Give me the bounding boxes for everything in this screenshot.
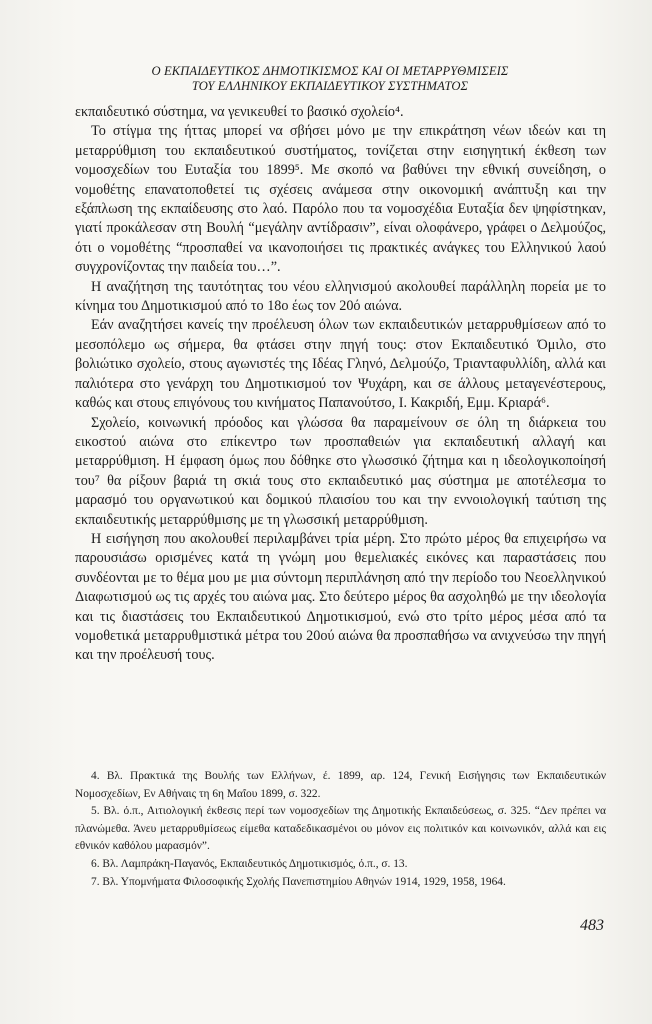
footnote-7: 7. Βλ. Υπομνήματα Φιλοσοφικής Σχολής Πανεπιστημίου Αθηνών 1914, 1929, 1958, 1964. bbox=[91, 875, 506, 888]
paragraph-outline: Η εισήγηση που ακολουθεί περιλαμβάνει τρία μέρη. Στο πρώτο μέρος θα επιχειρήσω να παρουσιάσω ορισμένες κατά τη γνώμη μου θεμελιακές εικόνες και παραστάσεις που συνδέονται με το θέμα μου με μια σύντομη περιπλάνηση από την περίοδο του Νεοελληνικού Διαφωτισμού ως τις αρχές του αιώνα μας. Στο δεύτερο μέρος θα ασχοληθώ με την ιδεολογία και τις διαστάσεις του Εκπαιδευτικού Δημοτικισμού, ενώ στο τρίτο μέρος μέσα από τα νομοθετικά μεταρρυθμιστικά μέτρα του 20ού αιώνα θα προσπαθήσω να ανιχνεύσω την πηγή και την προέλευσή τους. bbox=[75, 530, 606, 664]
paragraph-reform-origins: Εάν αναζητήσει κανείς την προέλευση όλων των εκπαιδευτικών μεταρρυθμίσεων από το μεσοπόλεμο ως σήμερα, θα φτάσει στην πηγή τους: στον Εκπαιδευτικό Όμιλο, στο βολιώτικο σχολείο, στους αγωνιστές της Ιδέας Γληνό, Δελμούζο, Τριανταφυλλίδη, αλλά και παλιότερα στο γενάρχη του Δημοτικισμού τον Ψυχάρη, και σε άλλους μεταγενέστερους, καθώς και στους επιγόνους του κινήματος Παπανούτσο, Ι. Κακριδή, Εμμ. Κριαρά⁶. bbox=[75, 317, 606, 412]
paragraph-continuation: εκπαιδευτικό σύστημα, να γενικευθεί το βασικό σχολείο⁴. bbox=[75, 104, 404, 120]
footnotes bbox=[75, 768, 606, 891]
running-head-line-2: ΤΟΥ ΕΛΛΗΝΙΚΟΥ ΕΚΠΑΙΔΕΥΤΙΚΟΥ ΣΥΣΤΗΜΑΤΟΣ bbox=[191, 79, 469, 93]
main-text bbox=[75, 103, 606, 666]
paragraph-language-question: Σχολείο, κοινωνική πρόοδος και γλώσσα θα παραμείνουν σε όλη τη διάρκεια του εικοστού αιώνα στο επίκεντρο των προσπαθειών για εκπαιδευτική αλλαγή και μεταρρύθμιση. Η έμφαση όμως που δόθηκε στο γλωσσικό ζήτημα και η ιδεολογικοποίησή του⁷ θα ρίξουν βαριά τη σκιά τους στο εκπαιδευτικό μας σύστημα με αποτέλεσμα το μαρασμό του οργανωτικού και δομικού πλαισίου του και την εννοιολογική ταύτιση της εκπαιδευτικής μεταρρύθμισης με τη γλωσσική μεταρρύθμιση. bbox=[75, 414, 606, 528]
paragraph-identity-search: Η αναζήτηση της ταυτότητας του νέου ελληνισμού ακολουθεί παράλληλη πορεία με το κίνημα του Δημοτικισμού από το 18ο έως τον 20ό αιώνα. bbox=[75, 278, 606, 315]
page-number: 483 bbox=[580, 917, 604, 934]
running-head-line-1: Ο ΕΚΠΑΙΔΕΥΤΙΚΟΣ ΔΗΜΟΤΙΚΙΣΜΟΣ ΚΑΙ ΟΙ ΜΕΤΑΡΡΥΘΜΙΣΕΙΣ bbox=[151, 64, 509, 78]
footnote-4: 4. Βλ. Πρακτικά της Βουλής των Ελλήνων, έ. 1899, αρ. 124, Γενική Εισήγησις των Εκπαιδευτικών Νομοσχεδίων, Εν Αθήναις τη 6η Μαΐου 1899, σ. 322. bbox=[75, 770, 606, 800]
paragraph-defeat-reform: Το στίγμα της ήττας μπορεί να σβήσει μόνο με την επικράτηση νέων ιδεών και τη μεταρρύθμιση του εκπαιδευτικού συστήματος, τονίζεται στην εισηγητική έκθεση των νομοσχεδίων του Ευταξία του 1899⁵. Με σκοπό να βαθύνει την εθνική συνείδηση, ο νομοθέτης επανατοποθετεί τις σχέσεις ανάμεσα στην οικονομική ανάπτυξη και την εξάπλωση της εκπαίδευσης στο λαό. Παρόλο που τα νομοσχέδια Ευταξία δεν ψηφίστηκαν, γιατί προκάλεσαν στη Βουλή “μεγάλην αντίδρασιν”, είναι ολοφάνερο, γράφει ο Δελμούζος, ότι ο νομοθέτης “προσπαθεί να ικανοποιήσει τις πρακτικές ανάγκες του Ελληνικού λαού συγχρονίζοντας την παιδεία του…”. bbox=[75, 123, 606, 276]
footnote-5: 5. Βλ. ό.π., Αιτιολογική έκθεσις περί των νομοσχεδίων της Δημοτικής Εκπαιδεύσεως, σ. 325. “Δεν πρέπει να πλανώμεθα. Άνευ μεταρρυθμίσεως είμεθα καταδεδικασμένοι ου μόνον εις πολιτικόν και κοινωνικόν, αλλά και εις εθνικόν καθόλου μαρασμόν”. bbox=[75, 805, 606, 853]
footnote-6: 6. Βλ. Λαμπράκη-Παγανός, Εκπαιδευτικός Δημοτικισμός, ό.π., σ. 13. bbox=[91, 857, 408, 870]
